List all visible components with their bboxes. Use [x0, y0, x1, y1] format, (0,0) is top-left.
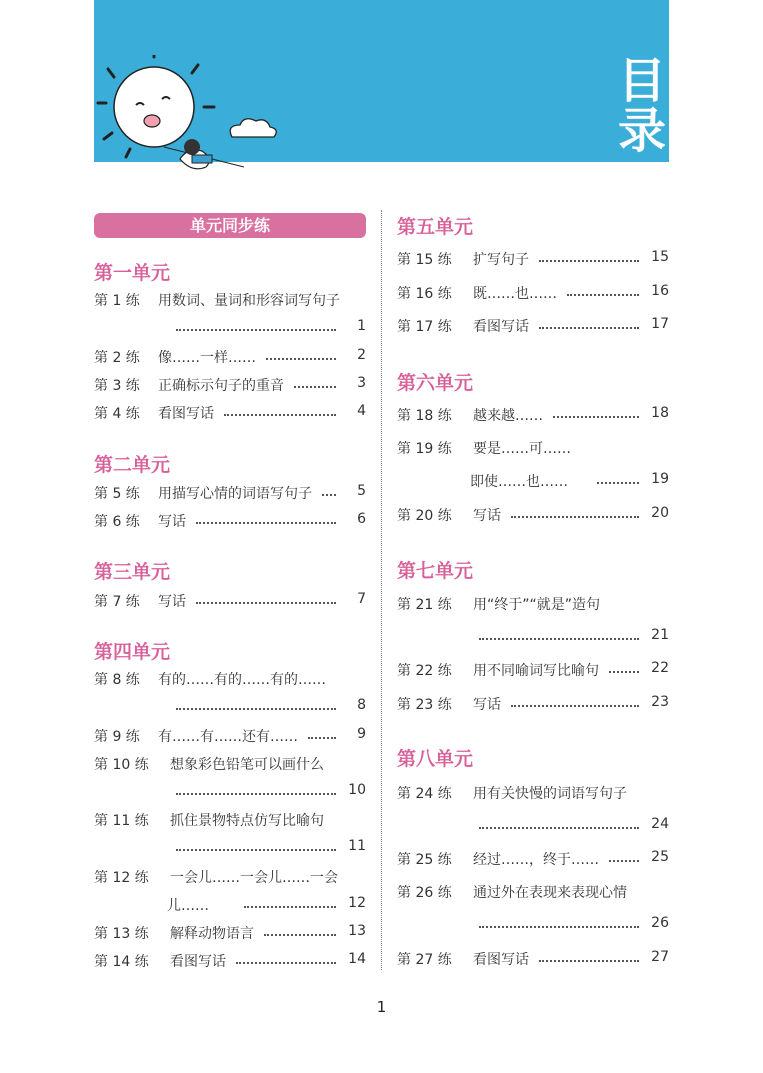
- page-ref: 8: [357, 697, 366, 713]
- leader-dots: [176, 708, 336, 710]
- unit-heading: 第二单元: [94, 454, 171, 476]
- exercise-number: 第 9 练: [94, 729, 140, 745]
- exercise-title: 有的……有的……有的……: [158, 672, 326, 688]
- page-ref: 17: [651, 316, 669, 332]
- page-ref: 2: [357, 347, 366, 363]
- title-char-2: 录: [617, 103, 666, 159]
- title-char-1: 目: [617, 53, 666, 109]
- section-label: 单元同步练: [94, 213, 366, 238]
- exercise-number: 第 3 练: [94, 378, 140, 394]
- leader-dots: [224, 414, 336, 416]
- leader-dots: [236, 962, 336, 964]
- exercise-title: 看图写话: [473, 319, 529, 335]
- exercise-title: 用描写心情的词语写句子: [158, 486, 312, 502]
- exercise-number: 第 27 练: [397, 952, 452, 968]
- exercise-title: 看图写话: [170, 954, 226, 970]
- exercise-number: 第 4 练: [94, 406, 140, 422]
- leader-dots: [244, 906, 336, 908]
- exercise-title: 经过……，终于……: [473, 852, 599, 868]
- page-ref: 21: [651, 627, 669, 643]
- leader-dots: [479, 926, 639, 928]
- unit-heading: 第四单元: [94, 641, 171, 663]
- exercise-title: 通过外在表现来表现心情: [473, 885, 627, 901]
- exercise-title: 用数词、量词和形容词写句子: [158, 293, 340, 309]
- page-ref: 12: [348, 895, 366, 911]
- page-ref: 11: [348, 838, 366, 854]
- exercise-title: 有……有……还有……: [158, 729, 298, 745]
- page-ref: 14: [348, 951, 366, 967]
- exercise-title: 写话: [473, 508, 501, 524]
- exercise-number: 第 20 练: [397, 508, 452, 524]
- unit-heading: 第八单元: [397, 748, 474, 770]
- exercise-number: 第 6 练: [94, 514, 140, 530]
- page-ref: 16: [651, 283, 669, 299]
- exercise-number: 第 12 练: [94, 870, 149, 886]
- exercise-title: 写话: [158, 514, 186, 530]
- page-ref: 23: [651, 694, 669, 710]
- page-number: 1: [376, 998, 387, 1016]
- leader-dots: [308, 737, 336, 739]
- page-ref: 3: [357, 375, 366, 391]
- page-ref: 20: [651, 505, 669, 521]
- exercise-title: 正确标示句子的重音: [158, 378, 284, 394]
- exercise-number: 第 15 练: [397, 252, 452, 268]
- exercise-title: 写话: [158, 594, 186, 610]
- unit-heading: 第六单元: [397, 372, 474, 394]
- unit-heading: 第三单元: [94, 561, 171, 583]
- leader-dots: [176, 329, 336, 331]
- page-ref: 24: [651, 816, 669, 832]
- page-ref: 15: [651, 249, 669, 265]
- page-ref: 18: [651, 405, 669, 421]
- exercise-number: 第 14 练: [94, 954, 149, 970]
- leader-dots: [196, 602, 336, 604]
- page-ref: 1: [357, 318, 366, 334]
- page-ref: 9: [357, 726, 366, 742]
- exercise-number: 第 7 练: [94, 594, 140, 610]
- exercise-number: 第 2 练: [94, 350, 140, 366]
- sun-and-child-illustration: [92, 55, 292, 195]
- page-ref: 6: [357, 511, 366, 527]
- exercise-number: 第 24 练: [397, 786, 452, 802]
- exercise-number: 第 13 练: [94, 926, 149, 942]
- page-ref: 4: [357, 403, 366, 419]
- exercise-title: 要是……可……: [473, 441, 571, 457]
- exercise-title: 看图写话: [473, 952, 529, 968]
- exercise-title: 用不同喻词写比喻句: [473, 663, 599, 679]
- exercise-number: 第 17 练: [397, 319, 452, 335]
- exercise-number: 第 18 练: [397, 408, 452, 424]
- leader-dots: [539, 960, 639, 962]
- exercise-title: 抓住景物特点仿写比喻句: [170, 813, 324, 829]
- exercise-number: 第 10 练: [94, 757, 149, 773]
- exercise-title: 既……也……: [473, 286, 557, 302]
- page-ref: 19: [651, 471, 669, 487]
- leader-dots: [511, 516, 639, 518]
- exercise-title: 一会儿……一会儿……一会: [170, 870, 338, 886]
- page-ref: 13: [348, 923, 366, 939]
- exercise-number: 第 1 练: [94, 293, 140, 309]
- exercise-number: 第 25 练: [397, 852, 452, 868]
- page-ref: 7: [357, 591, 366, 607]
- leader-dots: [264, 934, 336, 936]
- exercise-number: 第 22 练: [397, 663, 452, 679]
- exercise-number: 第 5 练: [94, 486, 140, 502]
- page-ref: 10: [348, 782, 366, 798]
- exercise-number: 第 8 练: [94, 672, 140, 688]
- leader-dots: [322, 494, 336, 496]
- exercise-title: 扩写句子: [473, 252, 529, 268]
- exercise-title: 像……一样……: [158, 350, 256, 366]
- leader-dots: [294, 386, 336, 388]
- page-ref: 22: [651, 660, 669, 676]
- leader-dots: [567, 294, 639, 296]
- exercise-number: 第 21 练: [397, 597, 452, 613]
- page-title: [612, 53, 672, 159]
- leader-dots: [176, 793, 336, 795]
- leader-dots: [479, 638, 639, 640]
- exercise-title: 看图写话: [158, 406, 214, 422]
- column-divider: [381, 210, 382, 970]
- exercise-number: 第 19 练: [397, 441, 452, 457]
- leader-dots: [196, 522, 336, 524]
- leader-dots: [609, 860, 639, 862]
- unit-heading: 第五单元: [397, 216, 474, 238]
- page-ref: 27: [651, 949, 669, 965]
- leader-dots: [539, 260, 639, 262]
- exercise-title: 用“终于”“就是”造句: [473, 597, 601, 613]
- page-ref: 25: [651, 849, 669, 865]
- leader-dots: [597, 482, 639, 484]
- leader-dots: [511, 705, 639, 707]
- leader-dots: [609, 671, 639, 673]
- exercise-title: 越来越……: [473, 408, 543, 424]
- unit-heading: 第一单元: [94, 262, 171, 284]
- exercise-number: 第 26 练: [397, 885, 452, 901]
- exercise-number: 第 11 练: [94, 813, 149, 829]
- leader-dots: [539, 327, 639, 329]
- leader-dots: [479, 827, 639, 829]
- page-ref: 5: [357, 483, 366, 499]
- leader-dots: [553, 416, 639, 418]
- unit-heading: 第七单元: [397, 560, 474, 582]
- exercise-title: 用有关快慢的词语写句子: [473, 786, 627, 802]
- leader-dots: [176, 849, 336, 851]
- exercise-title-continued: 即使……也……: [470, 474, 568, 490]
- exercise-title: 写话: [473, 697, 501, 713]
- exercise-title-continued: 儿……: [167, 898, 209, 914]
- page-ref: 26: [651, 915, 669, 931]
- leader-dots: [266, 358, 336, 360]
- exercise-title: 解释动物语言: [170, 926, 254, 942]
- exercise-number: 第 23 练: [397, 697, 452, 713]
- exercise-number: 第 16 练: [397, 286, 452, 302]
- exercise-title: 想象彩色铅笔可以画什么: [170, 757, 324, 773]
